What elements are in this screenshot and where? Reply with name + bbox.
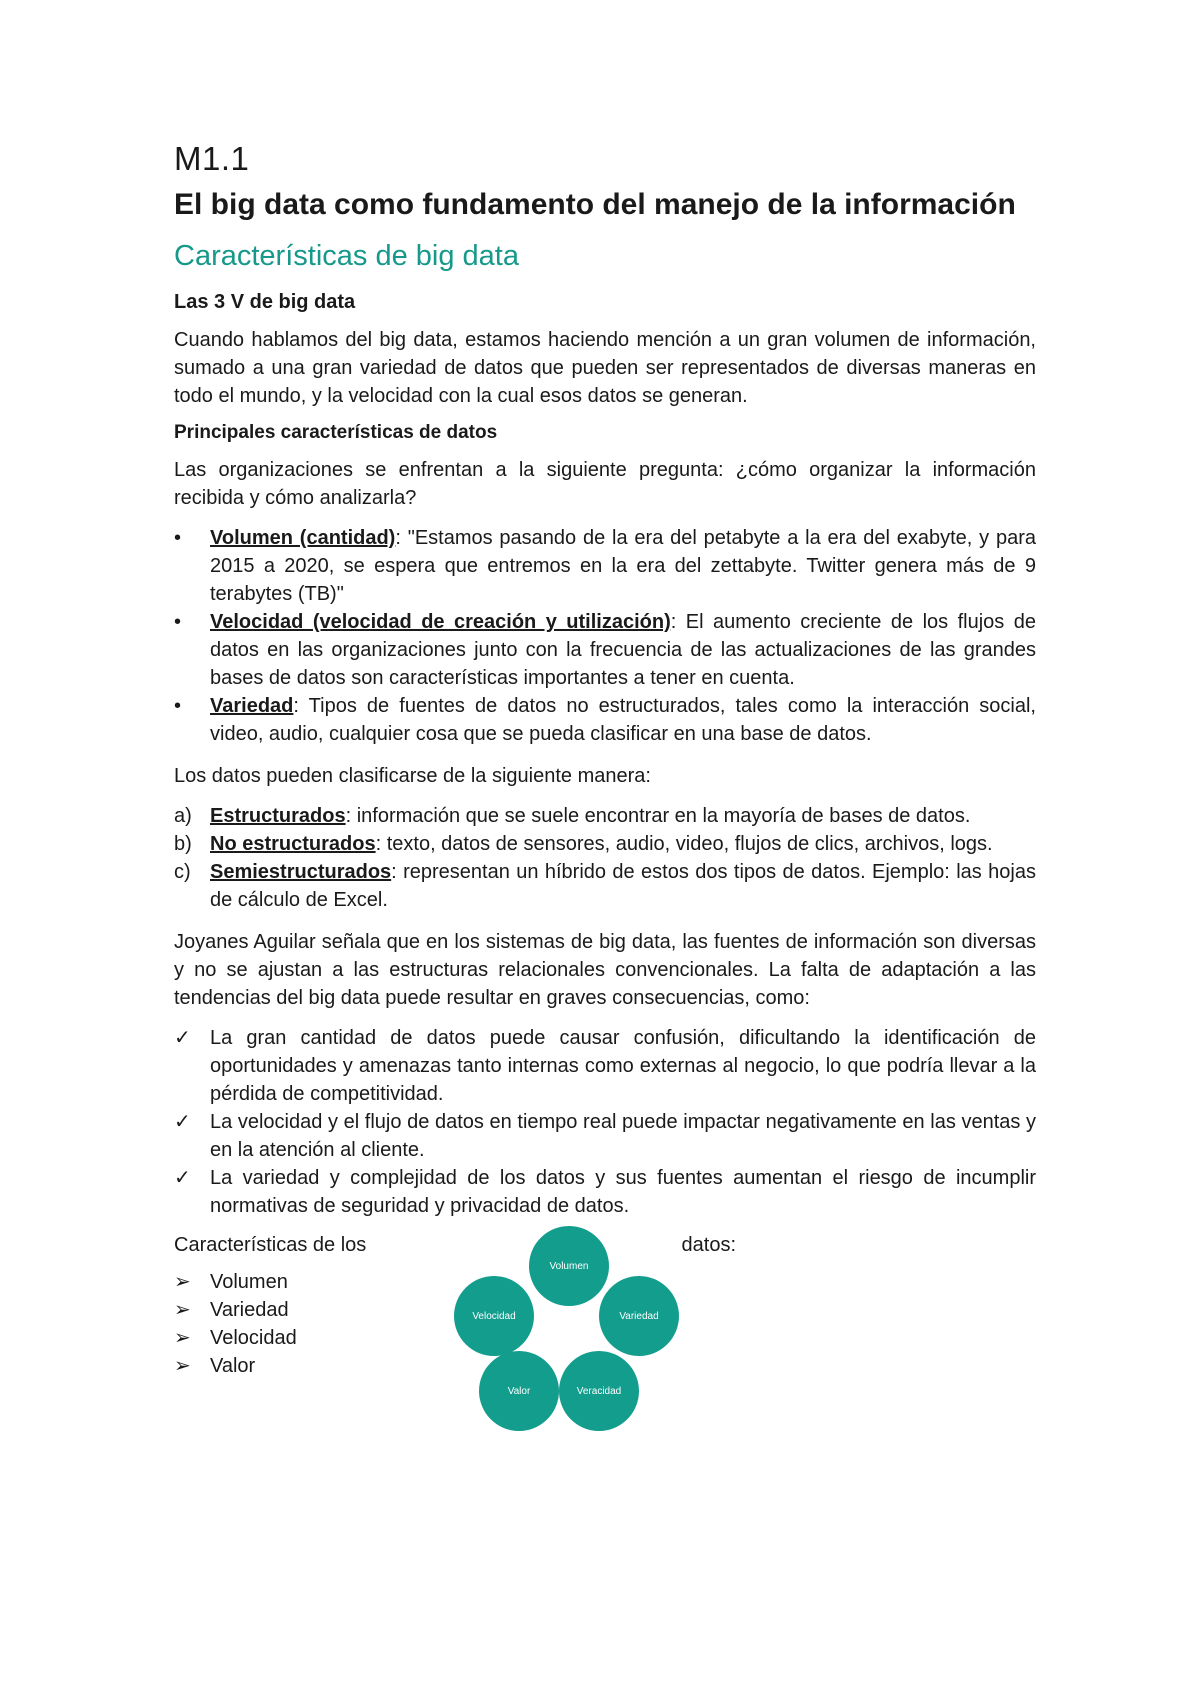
term-description: : El aumento creciente de los flujos de datos en las organizaciones junto con la frecuencia de las actualizaciones de las grandes bases de datos son características importantes a tener en cuenta. <box>210 611 1036 689</box>
principal-heading: Principales características de datos <box>174 422 498 443</box>
list-marker: b) <box>174 833 192 855</box>
check-text: La gran cantidad de datos puede causar confusión, dificultando la identificación de oportunidades y amenazas tanto internas como externas al negocio, lo que podría llevar a la pérdida de competitividad. <box>210 1027 1036 1105</box>
term-description: : información que se suele encontrar en la mayoría de bases de datos. <box>345 805 971 827</box>
list-item <box>174 1296 297 1324</box>
list-item <box>174 830 1036 858</box>
joyanes-paragraph: Joyanes Aguilar señala que en los sistemas de big data, las fuentes de información son diversas y no se ajustan a las estructuras relacionales convencionales. La falta de adaptación a las tendencias del big data puede resultar en graves consecuencias, como: <box>174 931 1036 1009</box>
circle-velocidad: Velocidad <box>454 1276 534 1356</box>
circle-veracidad: Veracidad <box>559 1351 639 1431</box>
list-item <box>174 1024 1036 1108</box>
term-description: : "Estamos pasando de la era del petabyte a la era del exabyte, y para 2015 a 2020, se espera que entremos en la era del zettabyte. Twitter genera más de 9 terabytes (TB)" <box>210 527 1036 605</box>
check-icon: ✓ <box>174 1027 191 1049</box>
term: No estructurados <box>210 833 376 855</box>
list-item <box>174 802 1036 830</box>
check-text: La velocidad y el flujo de datos en tiempo real puede impactar negativamente en las ventas y en la atención al cliente. <box>210 1111 1036 1161</box>
arrow-icon: ➢ <box>174 1355 191 1377</box>
subsection-heading: Las 3 V de big data <box>174 291 356 313</box>
term-description: : texto, datos de sensores, audio, video, flujos de clics, archivos, logs. <box>375 833 993 855</box>
arrow-icon: ➢ <box>174 1271 191 1293</box>
list-item <box>174 1268 297 1296</box>
section-heading: Características de big data <box>174 240 519 272</box>
arrow-list <box>174 1268 297 1380</box>
term-description: : representan un híbrido de estos dos tipos de datos. Ejemplo: las hojas de cálculo de Excel. <box>210 861 1036 911</box>
term: Semiestructurados <box>210 861 392 883</box>
list-item <box>174 1108 1036 1164</box>
arrow-text: Valor <box>210 1355 256 1377</box>
characteristics-label: Características de los <box>174 1234 367 1256</box>
consequences-list <box>174 1024 1036 1220</box>
five-v-diagram <box>454 1226 684 1456</box>
term: Volumen (cantidad) <box>210 527 396 549</box>
list-item <box>174 1324 297 1352</box>
characteristics-section <box>174 1234 1036 1454</box>
bullet-icon: • <box>174 611 182 633</box>
list-marker: a) <box>174 805 192 827</box>
intro-paragraph: Cuando hablamos del big data, estamos haciendo mención a un gran volumen de información, sumado a una gran variedad de datos que pueden ser representados de diversas maneras en todo el mundo, y la velocidad con la cual esos datos se generan. <box>174 329 1036 407</box>
arrow-text: Variedad <box>210 1299 289 1321</box>
document-title <box>174 188 1036 222</box>
arrow-text: Volumen <box>210 1271 288 1293</box>
term: Velocidad (velocidad de creación y utilización) <box>210 611 671 633</box>
arrow-icon: ➢ <box>174 1327 191 1349</box>
module-code: M1.1 <box>174 140 250 177</box>
characteristics-list <box>174 524 1036 748</box>
characteristics-label-end: datos: <box>681 1234 736 1256</box>
title-text: El big data como fundamento del manejo de la información <box>174 188 1016 221</box>
arrow-text: Velocidad <box>210 1327 297 1349</box>
circle-valor: Valor <box>479 1351 559 1431</box>
term: Variedad <box>210 695 294 717</box>
question-paragraph: Las organizaciones se enfrentan a la siguiente pregunta: ¿cómo organizar la información recibida y cómo analizarla? <box>174 459 1036 509</box>
list-item <box>174 692 1036 748</box>
classify-paragraph: Los datos pueden clasificarse de la siguiente manera: <box>174 765 651 787</box>
list-item <box>174 1164 1036 1220</box>
check-icon: ✓ <box>174 1111 191 1133</box>
term-description: : Tipos de fuentes de datos no estructurados, tales como la interacción social, video, audio, cualquier cosa que se pueda clasificar en una base de datos. <box>210 695 1036 745</box>
classification-list <box>174 802 1036 914</box>
circle-variedad: Variedad <box>599 1276 679 1356</box>
bullet-icon: • <box>174 527 182 549</box>
check-text: La variedad y complejidad de los datos y sus fuentes aumentan el riesgo de incumplir normativas de seguridad y privacidad de datos. <box>210 1167 1036 1217</box>
list-item <box>174 608 1036 692</box>
circle-volumen: Volumen <box>529 1226 609 1306</box>
check-icon: ✓ <box>174 1167 191 1189</box>
bullet-icon: • <box>174 695 182 717</box>
term: Estructurados <box>210 805 346 827</box>
arrow-icon: ➢ <box>174 1299 191 1321</box>
document-page <box>174 140 1036 1454</box>
list-item <box>174 1352 297 1380</box>
list-item <box>174 524 1036 608</box>
list-item <box>174 858 1036 914</box>
list-marker: c) <box>174 861 191 883</box>
